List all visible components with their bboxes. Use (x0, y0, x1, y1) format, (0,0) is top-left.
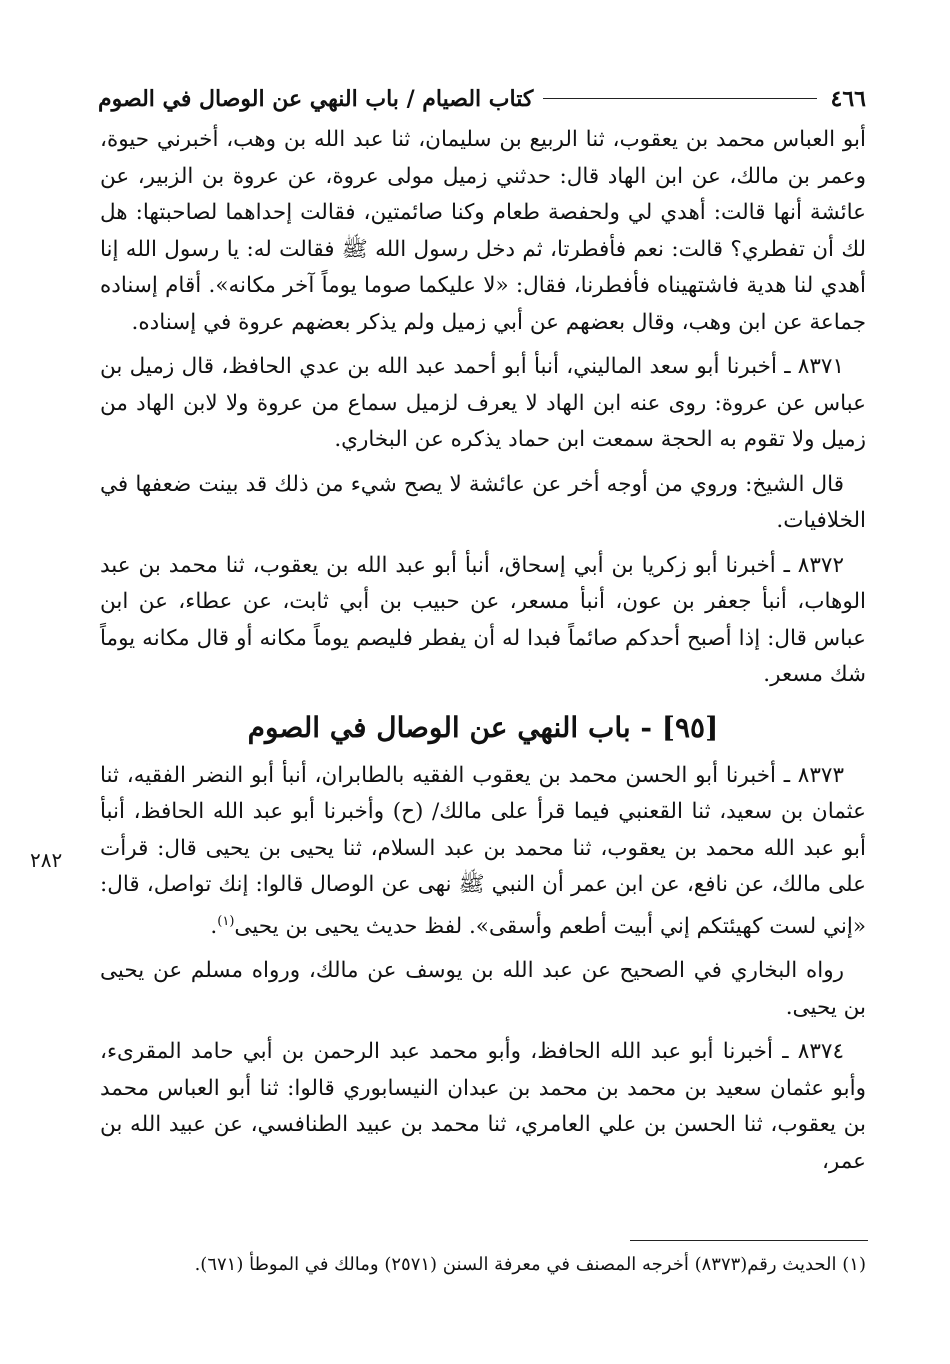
margin-page-number: ٢٨٢ (30, 848, 63, 872)
main-text (100, 122, 866, 1188)
footnote-rule (630, 1240, 868, 1241)
paragraph: رواه البخاري في الصحيح عن عبد الله بن يوسف عن مالك، ورواه مسلم عن يحيى بن يحيى. (100, 958, 866, 1020)
running-title: كتاب الصيام / باب النهي عن الوصال في الصوم (98, 86, 534, 112)
hadith-paragraph: ٨٣٧٤ ـ أخبرنا أبو عبد الله الحافظ، وأبو محمد عبد الرحمن بن أبي حامد المقرىء، وأبو عثمان سعيد بن محمد بن محمد بن عبدان النيسابوري قالوا: ثنا أبو العباس محمد بن يعقوب، ثنا الحسن بن علي العامري، ثنا محمد بن عبيد الطنافسي، عن عبيد الله بن عمر، (100, 1039, 866, 1174)
paragraph: قال الشيخ: وروي من أوجه أخر عن عائشة لا يصح شيء من ذلك قد بينت ضعفها في الخلافيات. (100, 471, 866, 533)
header-rule (543, 98, 816, 99)
sentence-end: . (210, 913, 218, 939)
page-header (98, 62, 866, 112)
hadith-paragraph (100, 758, 866, 946)
section-heading: [٩٥] - باب النهي عن الوصال في الصوم (247, 710, 719, 744)
page-number: ٤٦٦ (830, 86, 866, 112)
hadith-paragraph: ٨٣٧١ ـ أخبرنا أبو سعد الماليني، أنبأ أبو أحمد عبد الله بن عدي الحافظ، قال زميل بن عباس عن عروة: روى عنه ابن الهاد لا يعرف لزميل سماع من عروة ولا لابن الهاد من زميل ولا تقوم به الحجة سمعت ابن حماد يذكره عن البخاري. (100, 354, 866, 452)
footnote: (١) الحديث رقم(٨٣٧٣) أخرجه المصنف في معرفة السنن (٢٥٧١) ومالك في الموطأ (٦٧١). (194, 1254, 866, 1275)
hadith-text: ٨٣٧٣ ـ أخبرنا أبو الحسن محمد بن يعقوب الفقيه بالطابران، أنبأ أبو النضر الفقيه، ثنا عثمان بن سعيد، ثنا القعنبي فيما قرأ على مالك/ (ح) وأخبرنا أبو عبد الله الحافظ، أنبأ أبو عبد الله محمد بن يعقوب، ثنا محمد بن عبد السلام، ثنا يحيى بن يحيى قال: قرأت على مالك، عن نافع، عن ابن عمر أن النبي ﷺ نهى عن الوصال قالوا: إنك تواصل، قال: «إني لست كهيئتكم إني أبيت أطعم وأسقى». لفظ حديث يحيى بن يحيى (100, 762, 866, 939)
paragraph: أبو العباس محمد بن يعقوب، ثنا الربيع بن سليمان، ثنا عبد الله بن وهب، أخبرني حيوة، وعمر بن مالك، عن ابن الهاد قال: حدثني زميل مولى عروة، عن عروة بن الزبير، عن عائشة أنها قالت: أهدي لي ولحفصة طعام وكنا صائمتين، فقالت إحداهما لصاحبتها: هل لك أن تفطري؟ قالت: نعم فأفطرتا، ثم دخل رسول الله ﷺ فقالت له: يا رسول الله إنا أهدي لنا هدية فاشتهيناه فأفطرنا، فقال: «لا عليكما صوما يوماً آخر مكانه». أقام إسناده جماعة عن ابن وهب، وقال بعضهم عن أبي زميل ولم يذكر بعضهم عروة في إسناده. (100, 127, 866, 335)
footnote-marker: (١) (217, 913, 235, 929)
hadith-paragraph: ٨٣٧٢ ـ أخبرنا أبو زكريا بن أبي إسحاق، أنبأ أبو عبد الله بن يعقوب، ثنا محمد بن عبد الوهاب، أنبأ جعفر بن عون، أنبأ مسعر، عن حبيب بن أبي ثابت، عن عطاء، عن ابن عباس قال: إذا أصبح أحدكم صائماً فبدا له أن يفطر فليصم يوماً مكانه أو قال مكانه يوماً شك مسعر. (100, 552, 866, 687)
